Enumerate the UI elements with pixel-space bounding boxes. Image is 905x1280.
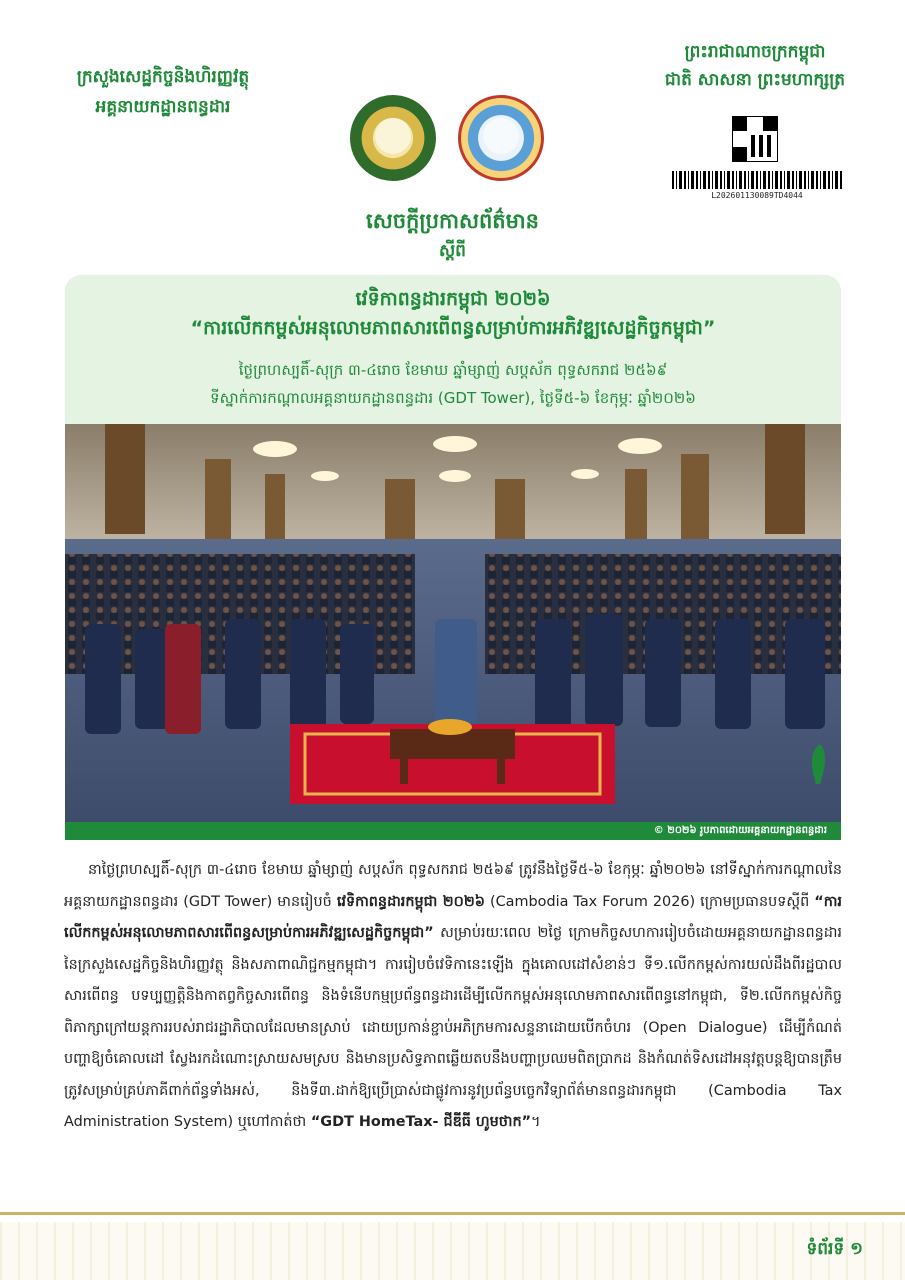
- ministry-name: ក្រសួងសេដ្ឋកិច្ចនិងហិរញ្ញវត្ថុ: [76, 67, 250, 87]
- event-photo: [65, 424, 841, 822]
- national-motto: ជាតិ សាសនា ព្រះមហាក្សត្រ: [664, 70, 846, 90]
- gdt-seal-icon: [350, 95, 436, 181]
- footer-divider: [0, 1212, 905, 1215]
- body-text-objectives: សម្រាប់រយៈពេល ២ថ្ងៃ ក្រោមកិច្ចសហការរៀបចំដោយអគ្គនាយកដ្ឋានពន្ធដារនៃក្រសួងសេដ្ឋកិច្ចនិងហិរញ្ញវត្ថុ និងសភាពាណិជ្ជកម្មកម្ពុជា។ ការរៀបចំវេទិកានេះឡើង ក្នុងគោលដៅសំខាន់ៗ ទី១.លើកកម្ពស់ការយល់ដឹងពីរដ្ឋបាលសារពើពន្ធ បទប្បញ្ញត្តិនិងកាតព្វកិច្ចសារពើពន្ធ និងទំនើបកម្មប្រព័ន្ធពន្ធដារដើម្បីលើកកម្ពស់អនុលោមភាពសារពើពន្ធនៅកម្ពុជា, ទី២.លើកកម្ពស់កិច្ចពិភាក្សាក្រៅយន្តការរបស់រាជរដ្ឋាភិបាលដែលមានស្រាប់ ដោយប្រកាន់ខ្ជាប់អភិក្រមការសន្ទនាដោយបើកចំហរ (Open Dialogue) ដើម្បីកំណត់បញ្ហាឱ្យចំគោលដៅ ស្វែងរកដំណោះស្រាយសមស្រប និងមានប្រសិទ្ធភាពឆ្លើយតបនឹងបញ្ហាប្រឈមពិតប្រាកដ និងកំណត់ទិសដៅអនុវត្តបន្តឱ្យបានត្រឹមត្រូវសម្រាប់គ្រប់ភាគីពាក់ព័ន្ធទាំងអស់, និងទី៣.ដាក់ឱ្យប្រើប្រាស់ជាផ្លូវការនូវប្រព័ន្ធបច្ចេកវិទ្យាព័ត៌មានពន្ធដារកម្ពុជា (Cambodia Tax Administration System) ឬហៅកាត់ថា: [64, 925, 842, 1130]
- event-photo-illustration: [65, 424, 841, 822]
- barcode-icon: [672, 171, 842, 189]
- event-venue-date: ទីស្នាក់ការកណ្តាលអគ្គនាយកដ្ឋានពន្ធដារ (GDT Tower), ថ្ងៃទី៥-៦ ខែកុម្ភៈ ឆ្នាំ២០២៦: [210, 389, 696, 407]
- department-name: អគ្គនាយកដ្ឋានពន្ធដារ: [95, 97, 231, 117]
- theme-bold: “ការលើកកម្ពស់អនុលោមភាពសារពើពន្ធសម្រាប់ការអភិវឌ្ឍសេដ្ឋកិច្ចកម្ពុជា”: [64, 893, 842, 941]
- footer-ornament: [0, 1222, 905, 1280]
- body-text-end: ។: [531, 1114, 541, 1130]
- kingdom-name: ព្រះរាជាណាចក្រកម្ពុជា: [684, 42, 826, 62]
- page-number: ទំព័រទី ១: [806, 1239, 863, 1259]
- press-release-subtitle: ស្តីពី: [439, 241, 466, 261]
- event-title: [65, 285, 841, 343]
- event-date: [65, 356, 841, 412]
- logos: [350, 95, 550, 185]
- barcode-number: L202601130089TD4044: [711, 191, 803, 200]
- hometax-bold: “GDT HomeTax- ជីឌីធី ហូមថាក”: [310, 1114, 532, 1130]
- event-theme: “ការលើកកម្ពស់អនុលោមភាពសារពើពន្ធសម្រាប់ការអភិវឌ្ឍសេដ្ឋកិច្ចកម្ពុជា”: [190, 317, 716, 339]
- ministry-header: [28, 62, 298, 122]
- press-release-title: សេចក្តីប្រកាសព័ត៌មាន: [366, 209, 539, 233]
- chamber-of-commerce-seal-icon: [458, 95, 544, 181]
- body-text-intro: នាថ្ងៃព្រហស្បតិ៍-សុក្រ ៣-៤រោច ខែមាឃ ឆ្នាំម្សាញ់ សប្តស័ក ពុទ្ធសករាជ ២៥៦៩ ត្រូវនឹងថ្ងៃទី៥-៦ ខែកុម្ភៈ ឆ្នាំ២០២៦ នៅទីស្នាក់ការកណ្តាលនៃអគ្គនាយកដ្ឋានពន្ធដារ (GDT Tower) មានរៀបចំ: [64, 862, 842, 910]
- body-paragraph: [64, 855, 842, 1139]
- photo-credit: © ២០២៦ រូបភាពដោយអគ្គនាយកដ្ឋានពន្ធដារ: [646, 822, 835, 840]
- event-name: វេទិកាពន្ធដារកម្ពុជា ២០២៦: [355, 288, 551, 310]
- qr-code-icon: [733, 117, 777, 161]
- body-text-english-name: (Cambodia Tax Forum 2026) ក្រោមប្រធានបទស្តីពី: [490, 893, 810, 910]
- event-name-bold: វេទិកាពន្ធដារកម្ពុជា ២០២៦: [336, 893, 485, 910]
- kingdom-header: [645, 38, 865, 94]
- event-date-lunar: ថ្ងៃព្រហស្បតិ៍-សុក្រ ៣-៤រោច ខែមាឃ ឆ្នាំម្សាញ់ សប្តស័ក ពុទ្ធសករាជ ២៥៦៩: [238, 361, 668, 379]
